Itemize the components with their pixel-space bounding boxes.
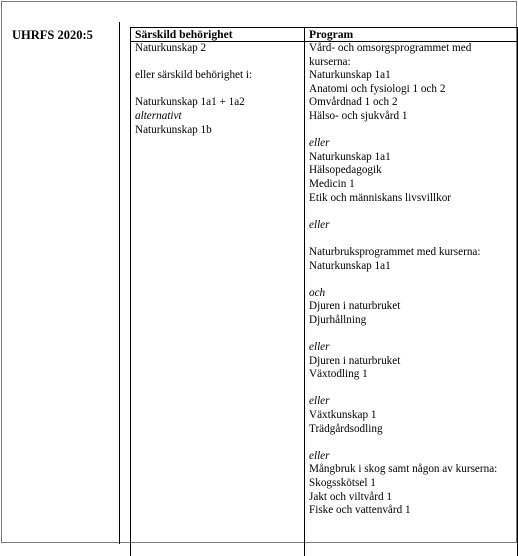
program-line: Hälsopedagogik: [309, 164, 513, 178]
program-line: Naturkunskap 1a1: [309, 260, 513, 274]
header-special-eligibility: Särskild behörighet: [131, 28, 305, 42]
program-line: Omvårdnad 1 och 2: [309, 96, 513, 110]
program-line: [309, 436, 513, 450]
program-line: [309, 232, 513, 246]
table-header-row: [131, 28, 518, 42]
program-line: Naturkunskap 1a1: [309, 151, 513, 165]
program-line: Naturbruksprogrammet med kurserna:: [309, 246, 513, 260]
eligibility-line: eller särskild behörighet i:: [135, 69, 300, 83]
program-line: Mångbruk i skog samt någon av kurserna:: [309, 463, 513, 477]
program-line: Trädgårdsodling: [309, 423, 513, 437]
eligibility-line: [135, 56, 300, 70]
program-line: Jakt och viltvård 1: [309, 491, 513, 505]
header-program: Program: [305, 28, 518, 42]
program-line: Etik och människans livsvillkor: [309, 192, 513, 206]
program-line: Djuren i naturbruket: [309, 355, 513, 369]
eligibility-line: alternativt: [135, 110, 300, 124]
program-line: Djuren i naturbruket: [309, 300, 513, 314]
program-line: [309, 382, 513, 396]
program-line: eller: [309, 395, 513, 409]
program-line: [309, 273, 513, 287]
eligibility-line: Naturkunskap 1a1 + 1a2: [135, 96, 300, 110]
eligibility-line: Naturkunskap 2: [135, 42, 300, 56]
program-line: Skogsskötsel 1: [309, 477, 513, 491]
program-line: Växtodling 1: [309, 368, 513, 382]
program-line: eller: [309, 450, 513, 464]
program-line: Naturkunskap 1a1: [309, 69, 513, 83]
program-line: Fiske och vattenvård 1: [309, 504, 513, 518]
program-line: Växtkunskap 1: [309, 409, 513, 423]
program-line: [309, 327, 513, 341]
requirements-table: [130, 27, 518, 556]
program-line: Medicin 1: [309, 178, 513, 192]
table-row: [131, 42, 518, 556]
margin-line: [119, 22, 120, 544]
program-line: [309, 124, 513, 138]
program-line: och: [309, 287, 513, 301]
eligibility-line: [135, 83, 300, 97]
regulation-code: UHRFS 2020:5: [12, 28, 93, 43]
eligibility-line: Naturkunskap 1b: [135, 124, 300, 138]
program-line: Djurhållning: [309, 314, 513, 328]
program-line: Anatomi och fysiologi 1 och 2: [309, 83, 513, 97]
program-line: eller: [309, 219, 513, 233]
program-line: eller: [309, 341, 513, 355]
program-cell: [305, 42, 518, 556]
program-line: eller: [309, 137, 513, 151]
program-line: [309, 205, 513, 219]
program-line: Vård- och omsorgsprogrammet med kurserna:: [309, 42, 513, 69]
special-eligibility-cell: [131, 42, 305, 556]
program-line: Hälso- och sjukvård 1: [309, 110, 513, 124]
